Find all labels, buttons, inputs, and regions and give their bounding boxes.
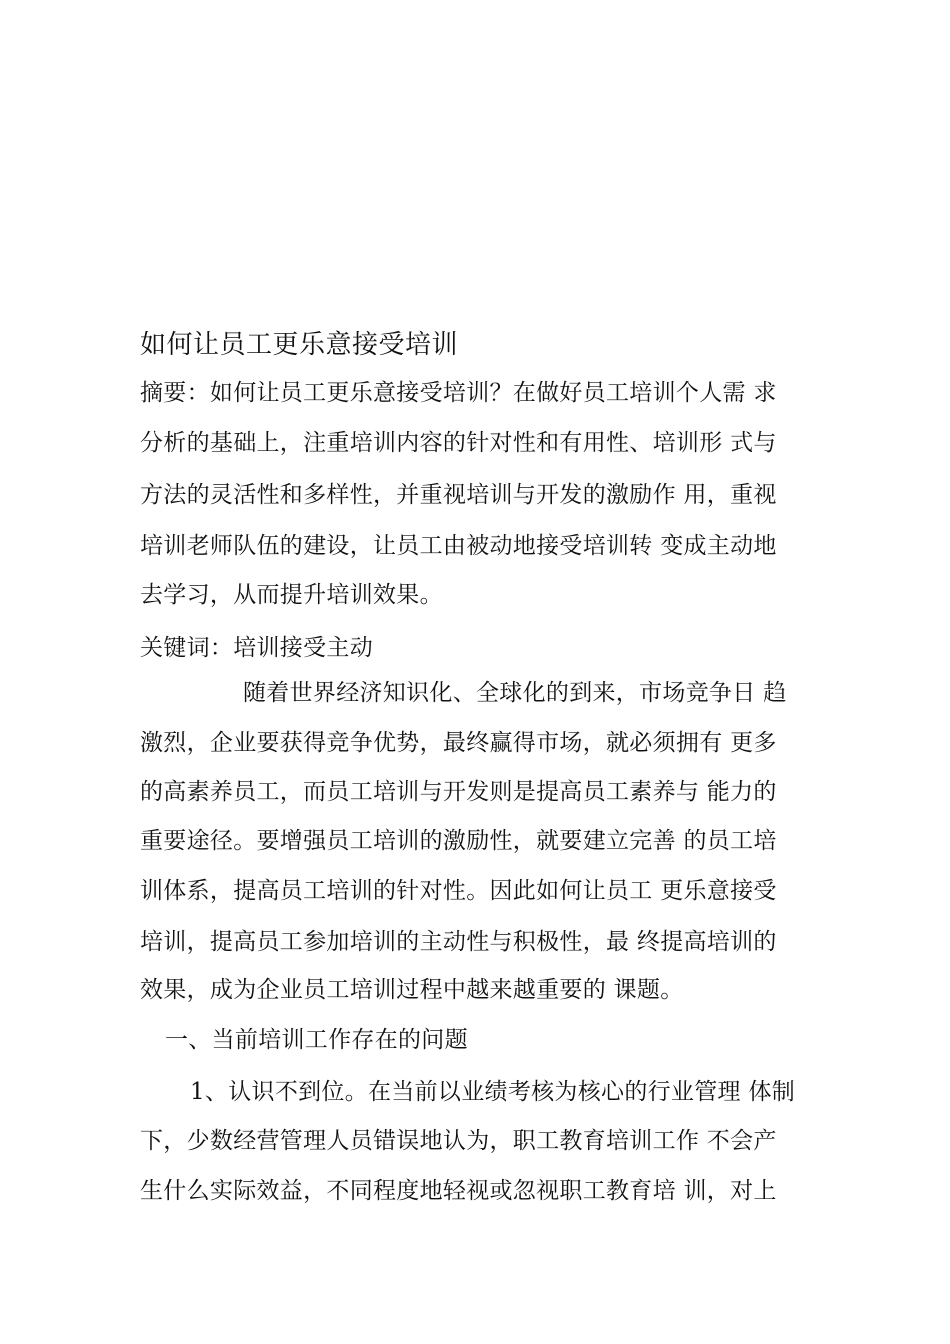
point-line: 1、认识不到位。在当前以业绩考核为核心的行业管理 体制 (190, 1079, 796, 1105)
intro-line: 的高素养员工，而员工培训与开发则是提高员工素养与 能力的 (140, 779, 777, 805)
intro-line: 激烈，企业要获得竞争优势，最终赢得市场，就必须拥有 更多 (140, 730, 777, 756)
abstract-line: 分析的基础上，注重培训内容的针对性和有用性、培训形 式与 (140, 430, 777, 456)
section-heading: 一、当前培训工作存在的问题 (165, 1027, 468, 1053)
abstract-line: 去学习，从而提升培训效果。 (140, 582, 443, 608)
abstract-line: 培训老师队伍的建设，让员工由被动地接受培训转 变成主动地 (140, 533, 777, 559)
abstract-line: 摘要：如何让员工更乐意接受培训？在做好员工培训个人需 求 (140, 380, 777, 406)
abstract-line: 方法的灵活性和多样性，并重视培训与开发的激励作 用，重视 (140, 482, 777, 508)
intro-line: 随着世界经济知识化、全球化的到来，市场竞争日 趋 (243, 680, 787, 706)
keywords-line: 关键词：培训接受主动 (140, 635, 373, 661)
document-title: 如何让员工更乐意接受培训 (140, 330, 459, 360)
intro-line: 训体系，提高员工培训的针对性。因此如何让员工 更乐意接受 (140, 878, 777, 904)
intro-line: 重要途径。要增强员工培训的激励性，就要建立完善 的员工培 (140, 828, 777, 854)
intro-line: 培训，提高员工参加培训的主动性与积极性，最 终提高培训的 (140, 929, 777, 955)
point-line: 生什么实际效益，不同程度地轻视或忽视职工教育培 训，对上 (140, 1178, 777, 1204)
point-line: 下，少数经营管理人员错误地认为，职工教育培训工作 不会产 (140, 1128, 777, 1154)
intro-line: 效果，成为企业员工培训过程中越来越重要的 课题。 (140, 977, 684, 1003)
